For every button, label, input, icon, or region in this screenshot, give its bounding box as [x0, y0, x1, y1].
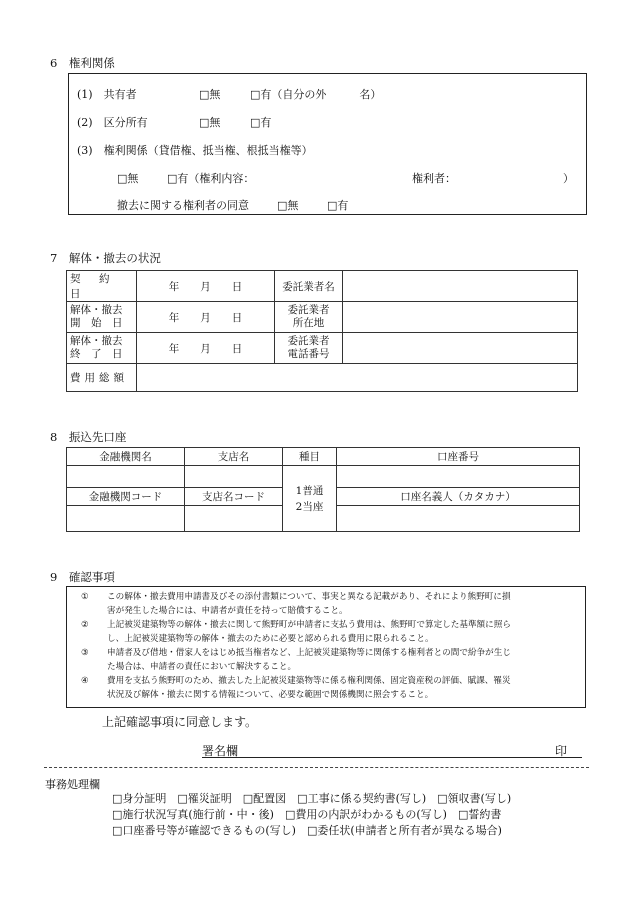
contract-date-label: 契 約 日 [67, 271, 137, 302]
office-checklist-3[interactable]: □口座番号等が確認できるもの(写し) □委任状(申請者と所有者が異なる場合) [112, 824, 502, 837]
confirm-item-3: ③ 申請者及び借地・借家人をはじめ抵当権者など、上記被災建築物等に関係する権利者との間で紛争が生じ た場合は、申請者の責任において解決すること。 [81, 648, 511, 672]
rights-none-checkbox[interactable]: □無 [117, 172, 139, 185]
account-number-label: 口座番号 [337, 448, 580, 466]
bank-name-label: 金融機関名 [67, 448, 185, 466]
consent-label: 撤去に関する権利者の同意 [117, 199, 249, 212]
office-checklist-2[interactable]: □施行状況写真(施行前・中・後) □費用の内訳がわかるもの(写し) □誓約書 [112, 808, 502, 821]
seal-mark: 印 [555, 744, 568, 758]
section-8-title: 8 振込先口座 [50, 430, 127, 444]
sectional-yes-checkbox[interactable]: □有 [250, 116, 272, 129]
contractor-address-label: 委託業者 所在地 [275, 302, 343, 333]
end-date-label: 解体・撤去 終 了 日 [67, 333, 137, 364]
bank-code-value[interactable] [67, 506, 185, 532]
bank-table [66, 447, 580, 532]
bank-name-value[interactable] [67, 466, 185, 488]
account-type-options[interactable]: 1普通 2当座 [283, 466, 337, 532]
office-checklist-1[interactable]: □身分証明 □罹災証明 □配置図 □工事に係る契約書(写し) □領収書(写し) [112, 792, 512, 805]
rights-box [68, 73, 587, 215]
branch-name-label: 支店名 [185, 448, 283, 466]
confirm-item-2: ② 上記被災建築物等の解体・撤去に関して熊野町が申請者に支払う費用は、熊野町で算定した基準額に照ら し、上記被災建築物等の解体・撤去のために必要と認められる費用に限られること。 [81, 620, 511, 644]
co-owner-label: (1) 共有者 [77, 88, 137, 101]
contractor-tel-label: 委託業者 電話番号 [275, 333, 343, 364]
contractor-tel-value[interactable] [343, 333, 578, 364]
rights-close-paren: ） [563, 172, 574, 185]
end-date-value[interactable]: 年 月 日 [137, 333, 275, 364]
co-owner-yes-checkbox[interactable]: □有（自分の外 名） [250, 88, 382, 101]
bank-code-label: 金融機関コード [67, 488, 185, 506]
branch-code-label: 支店名コード [185, 488, 283, 506]
branch-name-value[interactable] [185, 466, 283, 488]
branch-code-value[interactable] [185, 506, 283, 532]
total-cost-value[interactable] [137, 364, 578, 392]
start-date-value[interactable]: 年 月 日 [137, 302, 275, 333]
office-title: 事務処理欄 [45, 778, 100, 791]
rights-yes-checkbox[interactable]: □有（権利内容： [167, 172, 255, 185]
co-owner-none-checkbox[interactable]: □無 [199, 88, 221, 101]
account-type-label: 種目 [283, 448, 337, 466]
signature-line[interactable] [202, 757, 582, 758]
start-date-label: 解体・撤去 開 始 日 [67, 302, 137, 333]
rights-holder-label: 権利者： [412, 172, 456, 185]
account-holder-label: 口座名義人（カタカナ） [337, 488, 580, 506]
consent-yes-checkbox[interactable]: □有 [327, 199, 349, 212]
section-9-title: 9 確認事項 [50, 570, 115, 584]
sectional-none-checkbox[interactable]: □無 [199, 116, 221, 129]
section-6-title: 6 権利関係 [50, 56, 115, 70]
rights-relation-label: (3) 権利関係（貸借権、抵当権、根抵当権等） [77, 144, 313, 157]
confirm-item-1: ① この解体・撤去費用申請書及びその添付書類について、事実と異なる記載があり、それにより熊野町に損 害が発生した場合には、申請者が責任を持って賠償すること。 [81, 592, 511, 616]
account-number-value[interactable] [337, 466, 580, 488]
contractor-name-label: 委託業者名 [275, 271, 343, 302]
agree-statement: 上記確認事項に同意します。 [102, 715, 258, 729]
contract-date-value[interactable]: 年 月 日 [137, 271, 275, 302]
office-divider [44, 767, 589, 768]
sectional-label: (2) 区分所有 [77, 116, 148, 129]
contractor-address-value[interactable] [343, 302, 578, 333]
section-7-title: 7 解体・撤去の状況 [50, 251, 161, 265]
confirm-item-4: ④ 費用を支払う熊野町のため、撤去した上記被災建築物等に係る権利関係、固定資産税の評価、賦課、罹災 状況及び解体・撤去に関する情報について、必要な範囲で関係機関に照会すること。 [81, 676, 511, 700]
consent-none-checkbox[interactable]: □無 [277, 199, 299, 212]
total-cost-label: 費用総額 [67, 364, 137, 392]
confirmation-box [66, 586, 586, 708]
contractor-name-value[interactable] [343, 271, 578, 302]
demolition-table [66, 270, 578, 392]
signature-label: 署名欄 [202, 744, 239, 758]
account-holder-value[interactable] [337, 506, 580, 532]
